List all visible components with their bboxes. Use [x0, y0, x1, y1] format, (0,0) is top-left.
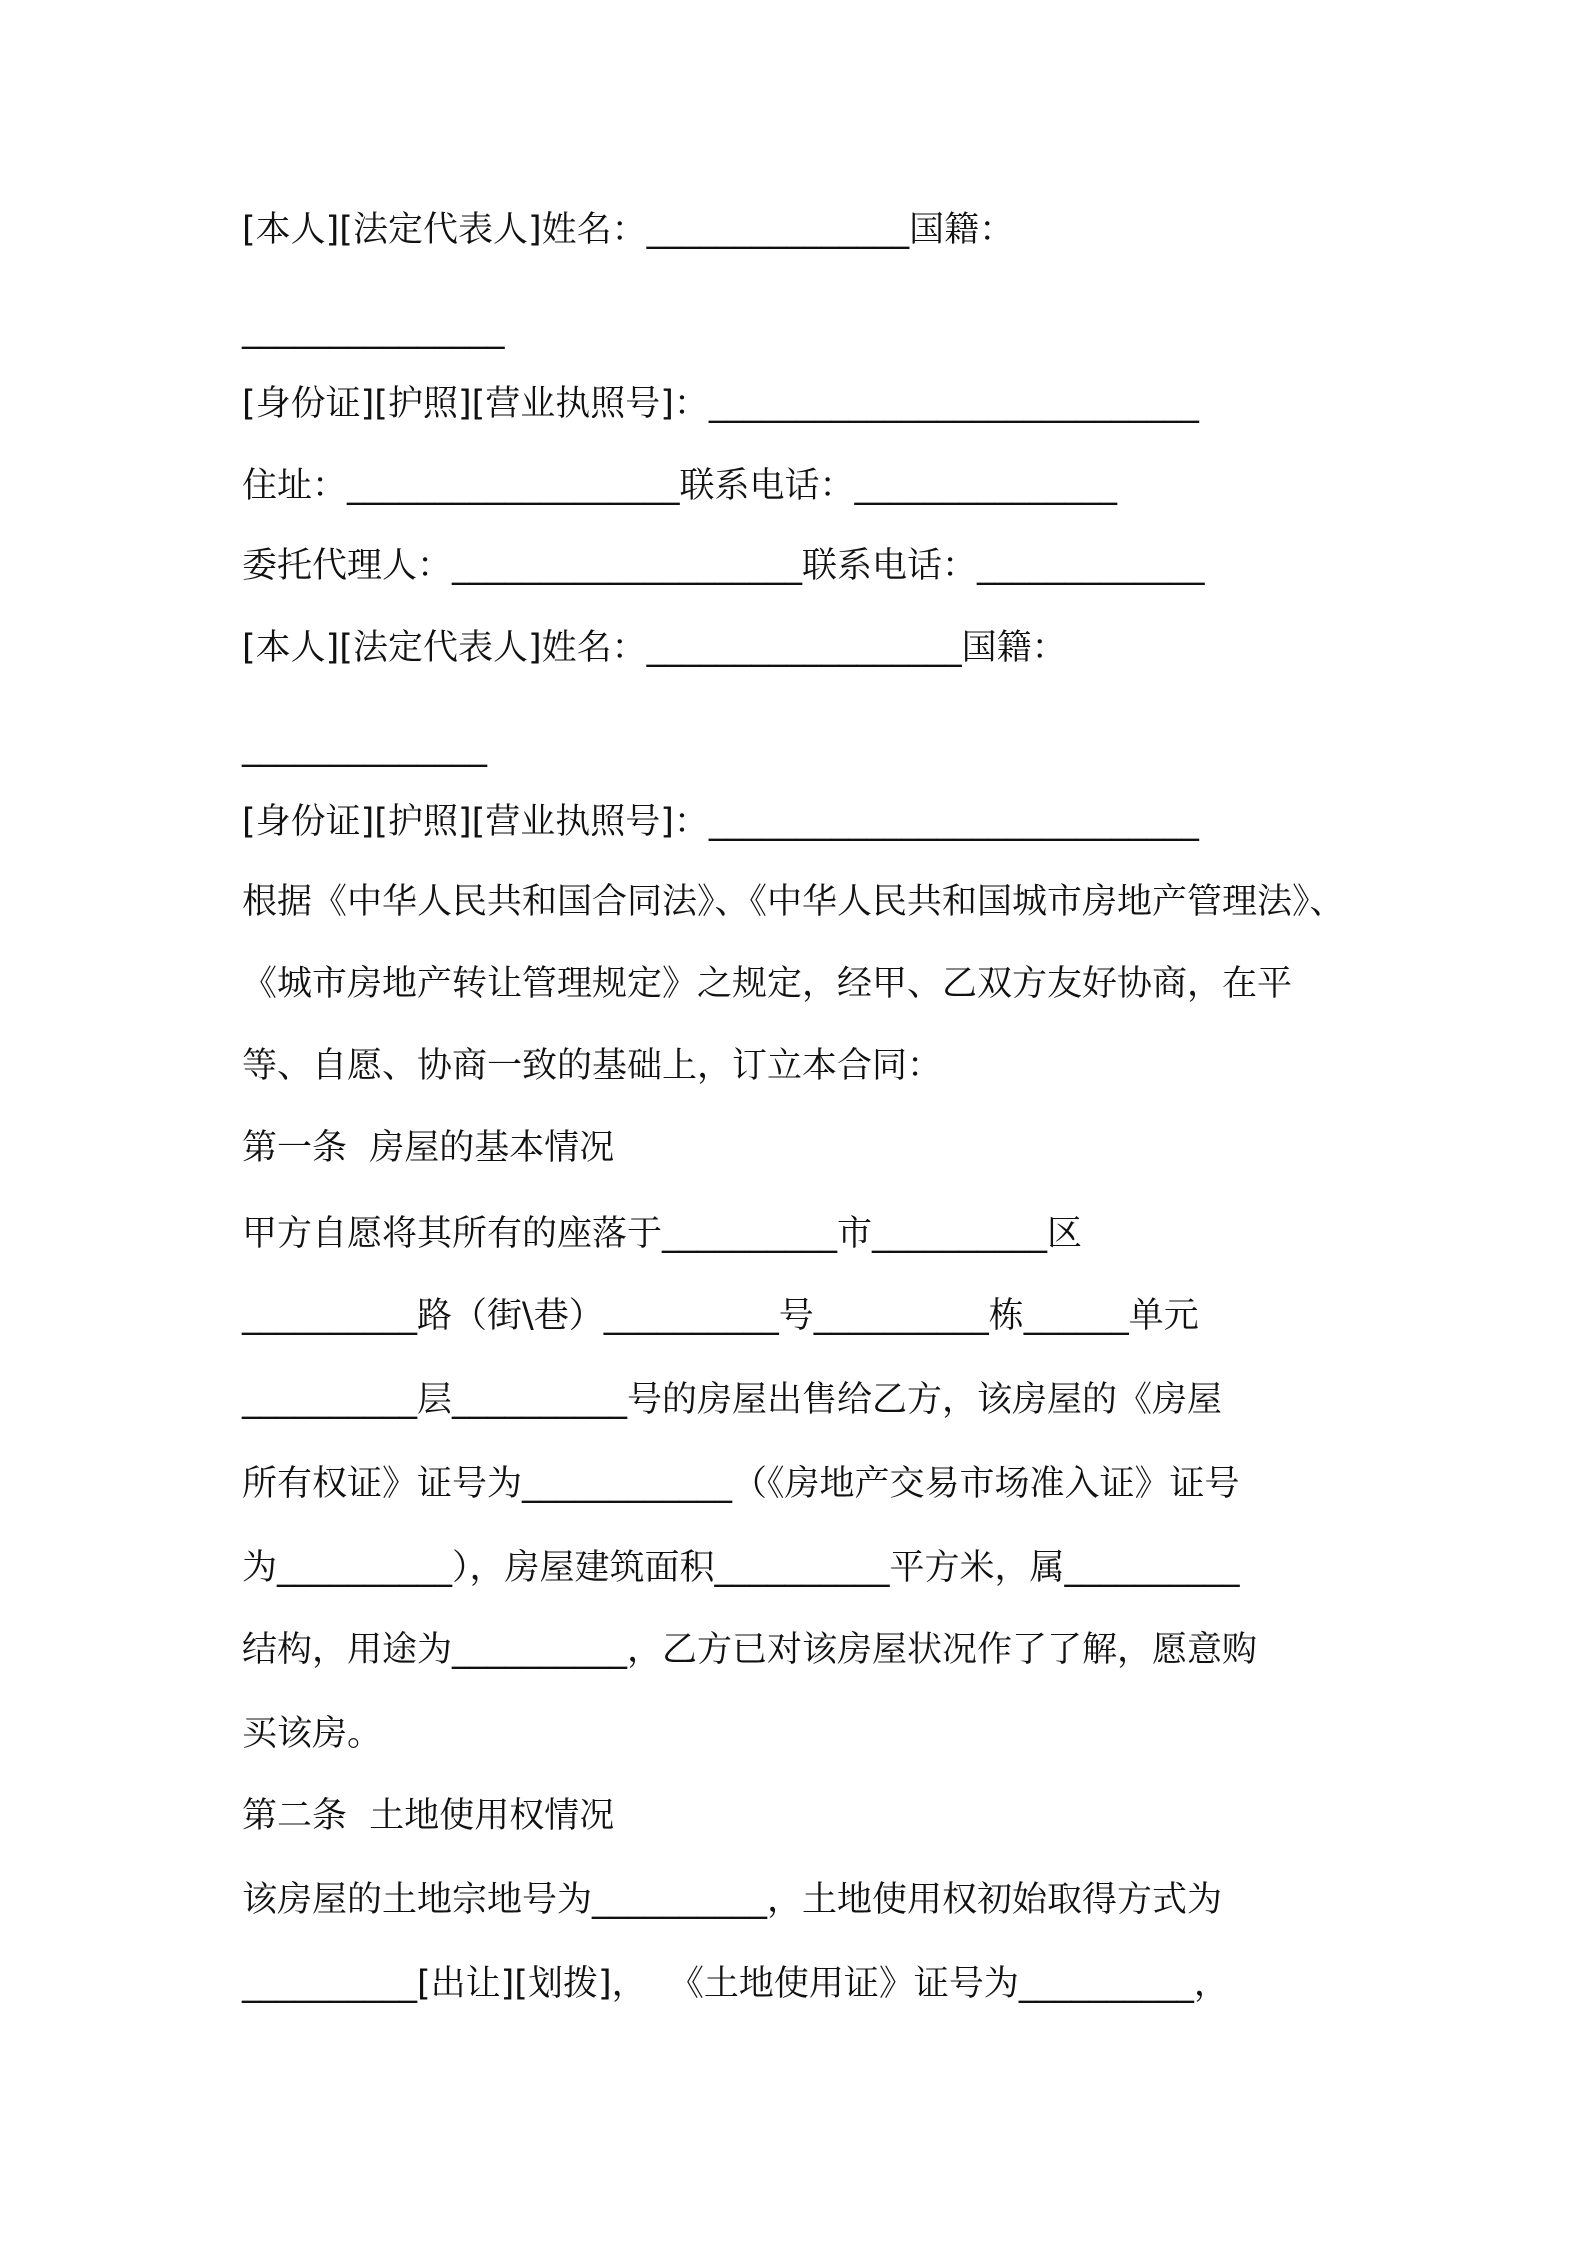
- article-two-line-1: 该房屋的土地宗地号为__________，土地使用权初始取得方式为: [242, 1880, 1223, 1920]
- seller-nationality-blank-line: _______________: [242, 310, 505, 350]
- article-two-heading: 第二条 土地使用权情况: [242, 1796, 615, 1836]
- buyer-nationality-blank-line: ______________: [242, 728, 487, 768]
- seller-id-line: [身份证][护照][营业执照号]：____________________________: [242, 384, 1199, 424]
- article-one-line-1: 甲方自愿将其所有的座落于__________市__________区: [242, 1214, 1083, 1254]
- preamble-line-1: 根据《中华人民共和国合同法》、《中华人民共和国城市房地产管理法》、: [242, 882, 1345, 922]
- article-two-line-2: __________[出让][划拨]， 《土地使用证》证号为__________，: [242, 1964, 1229, 2004]
- agent-phone-line: 委托代理人：____________________联系电话：_____________: [242, 546, 1205, 586]
- article-one-line-3: __________层__________号的房屋出售给乙方，该房屋的《房屋: [242, 1380, 1223, 1420]
- buyer-name-line: [本人][法定代表人]姓名：__________________国籍：: [242, 628, 1067, 668]
- article-one-line-5: 为__________），房屋建筑面积__________平方米，属__________: [242, 1548, 1240, 1588]
- preamble-line-2: 《城市房地产转让管理规定》之规定，经甲、乙双方友好协商，在平: [242, 964, 1293, 1004]
- buyer-id-line: [身份证][护照][营业执照号]：____________________________: [242, 802, 1199, 842]
- article-one-line-6: 结构，用途为__________，乙方已对该房屋状况作了了解，愿意购: [242, 1630, 1258, 1670]
- article-one-line-7: 买该房。: [242, 1714, 383, 1754]
- seller-address-phone-line: 住址：___________________联系电话：_______________: [242, 466, 1118, 506]
- preamble-line-3: 等、自愿、协商一致的基础上，订立本合同：: [242, 1046, 943, 1086]
- article-one-line-2: __________路（街\巷）__________号__________栋______单元: [242, 1296, 1199, 1336]
- article-one-heading: 第一条 房屋的基本情况: [242, 1128, 615, 1168]
- seller-name-line: [本人][法定代表人]姓名：_______________国籍：: [242, 210, 1015, 250]
- article-one-line-4: 所有权证》证号为____________（《房地产交易市场准入证》证号: [242, 1464, 1240, 1504]
